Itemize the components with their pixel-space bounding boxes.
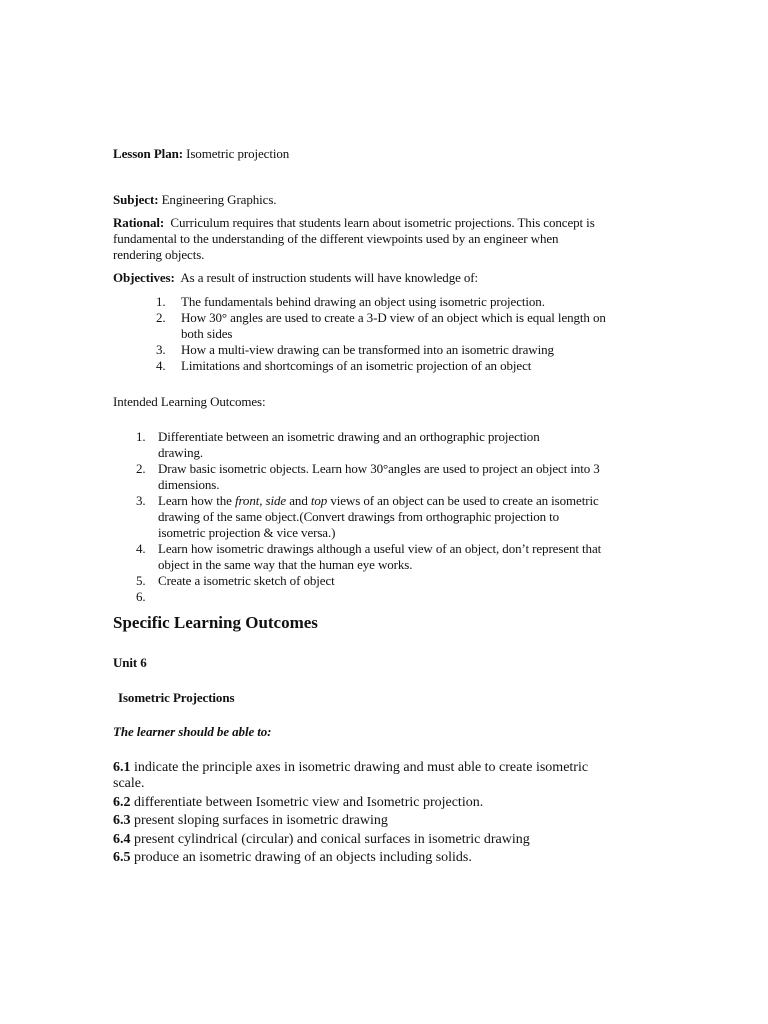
topic-label: Isometric Projections xyxy=(118,690,235,705)
rational-line-2: fundamental to the understanding of the different viewpoints used by an engineer when xyxy=(113,231,559,246)
objectives-label: Objectives: xyxy=(113,270,175,285)
lesson-plan-label: Lesson Plan: xyxy=(113,146,183,161)
lesson-plan-value: Isometric projection xyxy=(186,146,290,161)
outcome-6-5: 6.5 produce an isometric drawing of an objects including solids. xyxy=(113,850,472,865)
rational-line-1: Curriculum requires that students learn about isometric projections. This concept is xyxy=(170,215,595,230)
list-item: 1. The fundamentals behind drawing an object using isometric projection. xyxy=(156,294,545,309)
rational-line-3: rendering objects. xyxy=(113,247,205,262)
list-item: 2. Draw basic isometric objects. Learn how 30°angles are used to project an object into 3 dimensions. xyxy=(136,461,600,492)
rational-label: Rational: xyxy=(113,215,165,230)
list-item: 3. How a multi-view drawing can be transformed into an isometric drawing xyxy=(156,342,554,357)
list-item: 2. How 30° angles are used to create a 3-D view of an object which is equal length on both sides xyxy=(156,310,606,341)
outcome-6-1: 6.1 indicate the principle axes in isometric drawing and must able to create isometric scale. xyxy=(113,760,589,791)
objectives-list xyxy=(156,294,606,374)
learner-intro: The learner should be able to: xyxy=(113,724,272,739)
outcome-6-4: 6.4 present cylindrical (circular) and conical surfaces in isometric drawing xyxy=(113,832,530,847)
lesson-plan-line xyxy=(113,146,289,162)
rational-paragraph xyxy=(113,215,595,263)
outcome-6-3: 6.3 present sloping surfaces in isometric drawing xyxy=(113,813,388,828)
list-item: 5. Create a isometric sketch of object xyxy=(136,573,335,588)
list-item: 6. xyxy=(136,589,146,604)
objectives-intro: As a result of instruction students will have knowledge of: xyxy=(180,270,479,285)
intended-outcomes-heading: Intended Learning Outcomes: xyxy=(113,394,266,409)
objectives-line xyxy=(113,270,478,286)
subject-line xyxy=(113,192,276,208)
list-item: 3. Learn how the front, side and top views of an object can be used to create an isometric drawing of the same object.(Convert drawings from orthographic projection to isometric projection & vice versa.) xyxy=(136,493,599,540)
intended-outcomes-list xyxy=(136,429,601,605)
list-item: 1. Differentiate between an isometric drawing and an orthographic projection drawing. xyxy=(136,429,540,460)
specific-outcomes-heading: Specific Learning Outcomes xyxy=(113,613,318,632)
subject-value: Engineering Graphics. xyxy=(161,192,277,207)
list-item: 4. Limitations and shortcomings of an isometric projection of an object xyxy=(156,358,532,373)
list-item: 4. Learn how isometric drawings although a useful view of an object, don’t represent that object in the same way that the human eye works. xyxy=(136,541,602,572)
subject-label: Subject: xyxy=(113,192,159,207)
outcome-6-2: 6.2 differentiate between Isometric view and Isometric projection. xyxy=(113,795,484,810)
unit-label: Unit 6 xyxy=(113,655,147,670)
